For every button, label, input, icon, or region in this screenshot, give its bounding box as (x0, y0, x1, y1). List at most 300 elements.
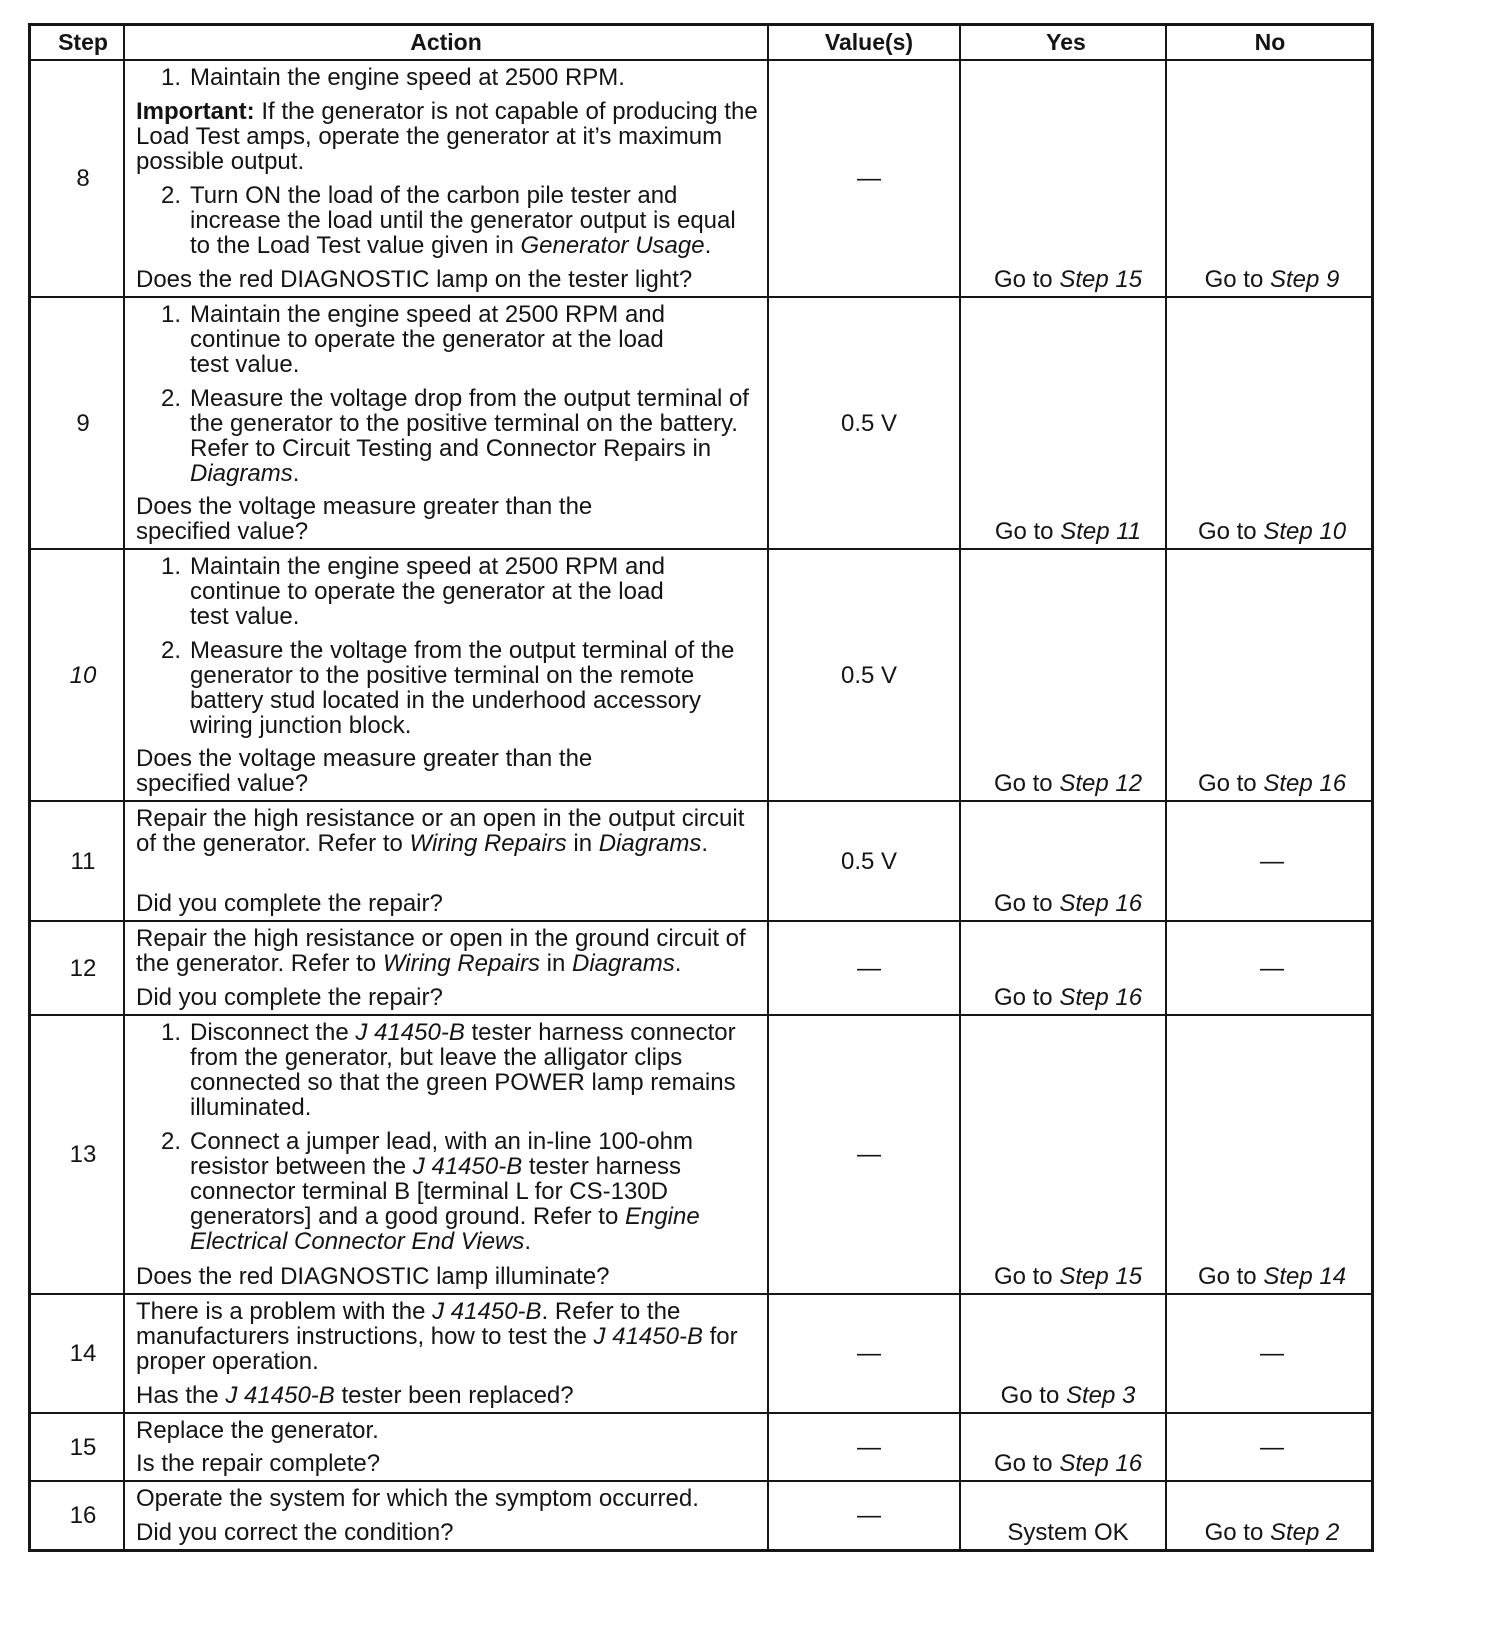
text-segment: generators] and a good ground. Refer to (190, 1203, 625, 1230)
text-segment: of the generator. Refer to (136, 830, 410, 857)
list-marker: 2. (160, 385, 181, 412)
table-header-row (31, 26, 1371, 61)
text-line (190, 208, 736, 233)
text-segment: Does the red DIAGNOSTIC lamp on the tester light? (136, 266, 693, 293)
table-row (31, 922, 1371, 1016)
no-text (1198, 771, 1346, 796)
text-segment: — (857, 954, 881, 982)
step-number (70, 1503, 97, 1528)
text-segment: Replace the generator. (136, 1417, 379, 1444)
text-segment: 10 (69, 661, 97, 689)
no-text (1260, 1435, 1284, 1460)
text-segment: Step 12 (1059, 770, 1143, 797)
list-marker: 1. (160, 64, 181, 91)
text-segment: tester been replaced? (334, 1382, 574, 1409)
text-segment: . (292, 460, 300, 487)
action-instructions (136, 926, 761, 976)
step-cell (31, 1482, 125, 1549)
action-question (136, 1264, 761, 1289)
yes-cell (961, 1295, 1167, 1412)
text-segment: Go to (993, 266, 1060, 293)
text-line (136, 926, 761, 951)
text-segment: Go to (1204, 266, 1270, 293)
text-segment: continue to operate the generator at the load (190, 326, 664, 353)
action-cell (125, 550, 769, 800)
action-list-item (136, 302, 761, 377)
table-row (31, 61, 1371, 298)
no-text (1198, 1264, 1346, 1289)
text-segment: Step 11 (1060, 518, 1142, 545)
action-note (136, 1486, 761, 1511)
value-cell (769, 802, 961, 920)
no-text (1205, 267, 1340, 292)
text-segment: 16 (69, 1502, 97, 1529)
action-text (190, 638, 734, 738)
text-segment: Repair the high resistance or open in the ground circuit of (136, 925, 746, 952)
text-segment: connector terminal B [terminal L for CS-130D (190, 1178, 668, 1205)
text-segment: in (540, 950, 573, 977)
value-text (841, 663, 897, 688)
text-segment: Load Test amps, operate the generator at it’s maximum (136, 123, 723, 150)
text-segment: . (524, 1228, 532, 1255)
text-segment: Step 16 (1059, 1450, 1143, 1477)
yes-text (994, 985, 1142, 1010)
no-cell (1167, 1016, 1371, 1293)
text-segment: Go to (994, 518, 1061, 545)
text-segment: tester harness connector (464, 1019, 736, 1046)
action-list-item (136, 1020, 761, 1120)
action-text (136, 1299, 761, 1374)
yes-cell (961, 802, 1167, 920)
text-segment: the generator to the positive terminal on the battery. (190, 410, 738, 437)
text-segment: test value. (190, 351, 300, 378)
action-question (136, 494, 761, 544)
text-line (190, 579, 665, 604)
action-list-item (136, 1129, 761, 1254)
yes-cell (961, 1016, 1167, 1293)
yes-text (994, 1264, 1142, 1289)
text-segment: — (1260, 1433, 1284, 1461)
text-line (136, 519, 761, 544)
text-segment: Go to (1197, 770, 1264, 797)
action-text (136, 806, 761, 856)
action-question (136, 1520, 761, 1545)
text-segment: tester harness (522, 1153, 681, 1180)
text-segment: 15 (69, 1433, 97, 1461)
yes-cell (961, 922, 1167, 1014)
text-segment: Disconnect the (190, 1019, 356, 1046)
text-segment: Does the red DIAGNOSTIC lamp illuminate? (136, 1263, 610, 1290)
table-body (31, 61, 1371, 1549)
action-instructions (136, 1299, 761, 1374)
value-cell (769, 922, 961, 1014)
text-line (136, 771, 761, 796)
text-segment: Maintain the engine speed at 2500 RPM and (190, 301, 665, 328)
text-segment: resistor between the (190, 1153, 413, 1180)
no-text (1260, 849, 1284, 874)
text-line (136, 985, 761, 1010)
text-segment: 0.5 V (840, 409, 898, 437)
text-line (190, 1154, 700, 1179)
step-cell (31, 1016, 125, 1293)
text-segment: System OK (1007, 1519, 1129, 1546)
text-segment: Does the voltage measure greater than the (136, 493, 593, 520)
text-line (190, 461, 749, 486)
yes-cell (961, 1414, 1167, 1480)
value-text (857, 166, 881, 191)
no-text (1260, 1341, 1284, 1366)
text-segment: generator to the positive terminal on the remote (190, 662, 695, 689)
text-segment: Go to (993, 1263, 1060, 1290)
text-line (136, 1520, 761, 1545)
text-line (190, 1045, 736, 1070)
table-row (31, 1414, 1371, 1482)
text-segment: . (674, 950, 682, 977)
header-action: Action (125, 26, 769, 59)
list-marker: 1. (160, 301, 181, 328)
text-line (136, 951, 761, 976)
text-segment: There is a problem with the (136, 1298, 433, 1325)
diagnostic-table (28, 23, 1374, 1552)
table-row (31, 1295, 1371, 1414)
action-instructions (136, 1486, 761, 1511)
value-cell (769, 61, 961, 296)
text-segment: in (566, 830, 599, 857)
text-segment: Electrical Connector End Views (190, 1228, 525, 1255)
text-segment: Repair the high resistance or an open in the output circuit (136, 805, 745, 832)
text-segment: Go to (1197, 1263, 1264, 1290)
text-segment: Step 10 (1263, 518, 1347, 545)
text-segment: Connect a jumper lead, with an in-line 100-ohm (190, 1128, 693, 1155)
text-segment: — (857, 1340, 881, 1367)
text-segment: — (857, 165, 881, 192)
action-cell (125, 922, 769, 1014)
text-segment: — (857, 1141, 881, 1168)
no-cell (1167, 802, 1371, 920)
yes-text (994, 1451, 1142, 1476)
action-cell (125, 802, 769, 920)
text-line (190, 554, 665, 579)
text-segment: Go to (1197, 518, 1264, 545)
list-marker: 1. (160, 1019, 181, 1046)
yes-cell (961, 298, 1167, 548)
text-line (136, 149, 761, 174)
text-segment: Wiring Repairs (382, 950, 540, 977)
text-segment: . (701, 830, 709, 857)
table-row (31, 298, 1371, 550)
action-question (136, 1383, 761, 1408)
text-segment: J 41450-B (412, 1153, 523, 1180)
text-segment: manufacturers instructions, how to test the (136, 1323, 594, 1350)
text-line (190, 1204, 700, 1229)
action-list-item (136, 65, 761, 90)
action-text (190, 183, 736, 258)
text-line (136, 99, 761, 124)
action-list-item (136, 183, 761, 258)
value-cell (769, 1016, 961, 1293)
header-no: No (1254, 29, 1286, 55)
action-note (136, 1299, 761, 1374)
text-segment: Maintain the engine speed at 2500 RPM and (190, 553, 665, 580)
text-line (136, 1324, 761, 1349)
text-segment: Did you complete the repair? (136, 890, 443, 917)
value-text (841, 411, 897, 436)
step-number (70, 1435, 97, 1460)
text-segment: 0.5 V (840, 661, 898, 689)
text-segment: Maintain the engine speed at 2500 RPM. (190, 64, 625, 91)
text-segment: Has the (136, 1382, 226, 1409)
action-instructions (136, 65, 761, 258)
value-text (857, 956, 881, 981)
text-segment: — (857, 1433, 881, 1461)
text-line (190, 386, 749, 411)
text-segment: Step 16 (1059, 890, 1143, 917)
text-line (136, 831, 761, 856)
action-instructions (136, 302, 761, 486)
text-segment: Go to (993, 890, 1060, 917)
step-number (76, 411, 89, 436)
action-cell (125, 1482, 769, 1549)
text-segment: proper operation. (136, 1348, 319, 1375)
step-cell (31, 802, 125, 920)
text-segment: — (1260, 1340, 1284, 1367)
yes-text (995, 519, 1141, 544)
text-segment: — (857, 1502, 881, 1529)
table-row (31, 802, 1371, 922)
text-segment: Did you complete the repair? (136, 984, 443, 1011)
step-cell (31, 61, 125, 296)
action-list-item (136, 386, 761, 486)
action-text (190, 65, 625, 90)
text-segment: Step 2 (1269, 1519, 1340, 1546)
yes-text (994, 771, 1142, 796)
value-cell (769, 550, 961, 800)
text-line (136, 267, 761, 292)
header-values: Value(s) (769, 26, 961, 59)
action-cell (125, 1414, 769, 1480)
table-row (31, 550, 1371, 802)
text-line (136, 1418, 761, 1443)
action-note (136, 926, 761, 976)
text-segment: Go to (1000, 1382, 1066, 1409)
text-segment: from the generator, but leave the alligator clips (190, 1044, 683, 1071)
yes-text (994, 267, 1142, 292)
value-text (857, 1435, 881, 1460)
text-segment: increase the load until the generator output is equal (190, 207, 736, 234)
text-segment: If the generator is not capable of producing the (254, 98, 758, 125)
step-cell (31, 1295, 125, 1412)
value-text (857, 1142, 881, 1167)
step-cell (31, 298, 125, 548)
action-note (136, 99, 761, 174)
action-instructions (136, 1418, 761, 1443)
step-number (70, 956, 97, 981)
action-list-item (136, 554, 761, 629)
text-segment: Turn ON the load of the carbon pile tester and (190, 182, 678, 209)
value-text (841, 849, 897, 874)
action-note (136, 806, 761, 856)
text-segment: for (702, 1323, 738, 1350)
text-line (190, 1095, 736, 1120)
text-segment: Is the repair complete? (136, 1450, 381, 1477)
yes-cell (961, 550, 1167, 800)
yes-text (994, 891, 1142, 916)
value-text (857, 1503, 881, 1528)
action-instructions (136, 806, 761, 856)
text-segment: J 41450-B (225, 1382, 335, 1409)
list-marker: 1. (160, 553, 181, 580)
text-segment: Refer to Circuit Testing and Connector Repairs in (190, 435, 712, 462)
text-line (190, 65, 625, 90)
text-line (190, 604, 665, 629)
text-line (136, 1486, 761, 1511)
text-line (190, 663, 734, 688)
text-line (190, 1129, 700, 1154)
action-note (136, 1418, 761, 1443)
text-segment: . Refer to the (541, 1298, 681, 1325)
text-line (190, 688, 734, 713)
no-cell (1167, 61, 1371, 296)
text-line (190, 1179, 700, 1204)
text-segment: connected so that the green POWER lamp remains (190, 1069, 736, 1096)
action-text (136, 1418, 761, 1443)
table-row (31, 1016, 1371, 1295)
action-text (190, 554, 665, 629)
action-cell (125, 1295, 769, 1412)
step-number (70, 663, 97, 688)
text-segment: specified value? (136, 770, 309, 797)
step-number (70, 1142, 97, 1167)
text-segment: J 41450-B (432, 1298, 542, 1325)
text-segment: . (704, 232, 712, 259)
action-cell (125, 1016, 769, 1293)
text-line (190, 302, 665, 327)
text-segment: 0.5 V (840, 847, 898, 875)
text-line (136, 891, 761, 916)
text-segment: Measure the voltage drop from the output terminal of (190, 385, 749, 412)
text-segment: J 41450-B (355, 1019, 465, 1046)
text-segment: Diagrams (190, 460, 293, 487)
action-question (136, 891, 761, 916)
text-segment: continue to operate the generator at the load (190, 578, 664, 605)
step-number (71, 849, 96, 874)
no-text (1198, 519, 1346, 544)
text-segment: Generator Usage (520, 232, 705, 259)
text-segment: test value. (190, 603, 300, 630)
text-segment: Step 3 (1065, 1382, 1136, 1409)
text-segment: 13 (69, 1141, 97, 1168)
action-text (190, 1020, 736, 1120)
text-segment: Did you correct the condition? (136, 1519, 454, 1546)
no-cell (1167, 298, 1371, 548)
list-marker: 2. (160, 182, 181, 209)
action-text (136, 926, 761, 976)
text-segment: 14 (69, 1340, 97, 1367)
action-question (136, 985, 761, 1010)
action-text (190, 302, 665, 377)
text-line (190, 352, 665, 377)
no-cell (1167, 1482, 1371, 1549)
text-segment: the generator. Refer to (136, 950, 383, 977)
text-line (190, 713, 734, 738)
text-segment: battery stud located in the underhood accessory (190, 687, 701, 714)
text-line (136, 494, 761, 519)
text-line (136, 1349, 761, 1374)
text-line (136, 1451, 761, 1476)
text-segment: Step 9 (1269, 266, 1340, 293)
no-cell (1167, 550, 1371, 800)
action-text (190, 1129, 700, 1254)
text-line (136, 806, 761, 831)
text-segment: Go to (993, 1450, 1060, 1477)
text-segment: Important: (136, 98, 255, 125)
step-cell (31, 550, 125, 800)
list-marker: 2. (160, 637, 181, 664)
text-segment: specified value? (136, 518, 309, 545)
text-segment: Engine (624, 1203, 700, 1230)
text-line (190, 1229, 700, 1254)
value-cell (769, 1482, 961, 1549)
text-segment: Go to (993, 984, 1060, 1011)
no-text (1260, 956, 1284, 981)
text-line (190, 411, 749, 436)
text-segment: Diagrams (572, 950, 675, 977)
value-cell (769, 1295, 961, 1412)
action-question (136, 1451, 761, 1476)
text-segment: possible output. (136, 148, 305, 175)
text-segment: Operate the system for which the symptom occurred. (136, 1485, 699, 1512)
yes-text (1007, 1520, 1128, 1545)
action-instructions (136, 1020, 761, 1254)
header-yes: Yes (961, 26, 1167, 59)
text-line (136, 1264, 761, 1289)
text-segment: Wiring Repairs (409, 830, 567, 857)
list-marker: 2. (160, 1128, 181, 1155)
header-step: Step (31, 26, 125, 59)
text-segment: Step 15 (1059, 266, 1143, 293)
text-line (136, 1383, 761, 1408)
text-line (190, 1020, 736, 1045)
action-question (136, 267, 761, 292)
table-row (31, 1482, 1371, 1549)
text-segment: illuminated. (190, 1094, 312, 1121)
step-number (76, 166, 89, 191)
no-text (1205, 1520, 1340, 1545)
text-segment: Step 16 (1263, 770, 1347, 797)
action-cell (125, 61, 769, 296)
text-line (190, 1070, 736, 1095)
text-segment: Step 15 (1059, 1263, 1143, 1290)
text-segment: — (1260, 847, 1284, 875)
text-segment: 9 (76, 409, 90, 437)
text-line (136, 746, 761, 771)
value-text (857, 1341, 881, 1366)
text-line (190, 327, 665, 352)
text-segment: Does the voltage measure greater than the (136, 745, 593, 772)
text-line (190, 436, 749, 461)
value-cell (769, 1414, 961, 1480)
text-line (136, 1299, 761, 1324)
text-line (190, 183, 736, 208)
action-cell (125, 298, 769, 548)
text-segment: Go to (993, 770, 1060, 797)
text-segment: 8 (76, 165, 90, 192)
text-line (190, 638, 734, 663)
text-segment: Step 14 (1263, 1263, 1347, 1290)
text-segment: Diagrams (598, 830, 702, 857)
action-text (136, 99, 761, 174)
no-cell (1167, 922, 1371, 1014)
